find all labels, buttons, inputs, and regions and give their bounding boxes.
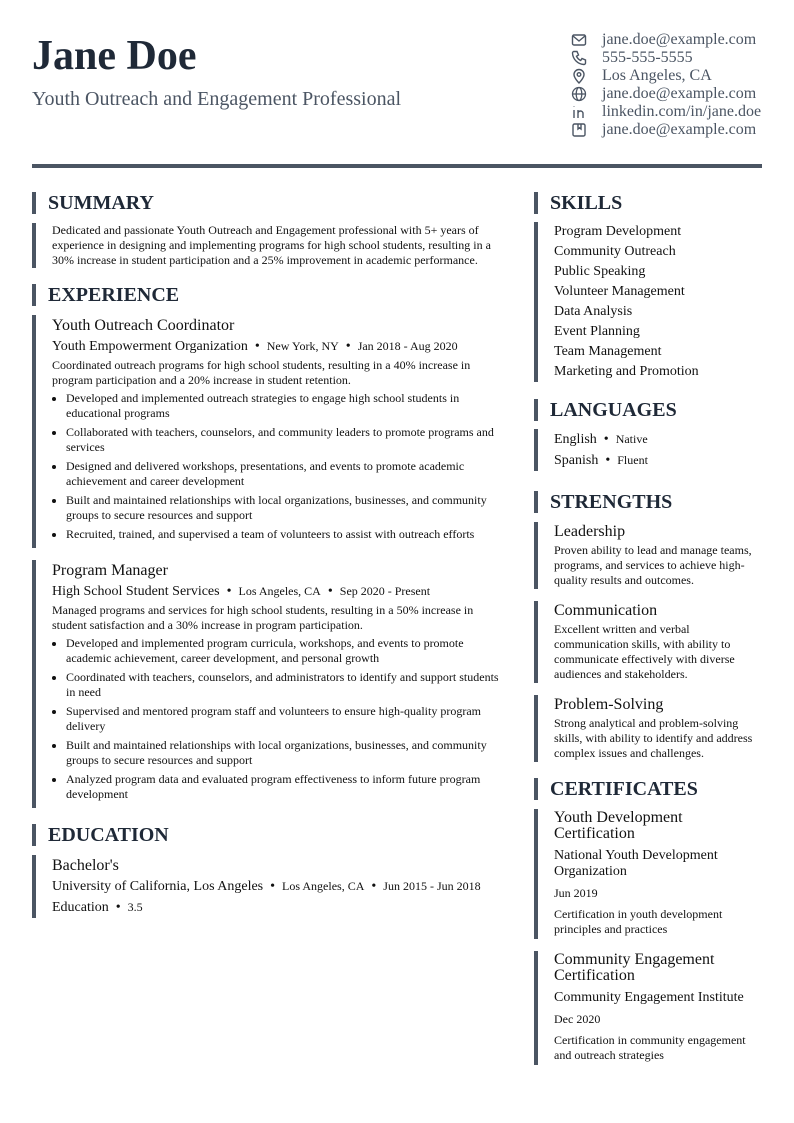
contact-linkedin[interactable] — [570, 103, 785, 121]
job-bullet: • Designed and delivered workshops, presentations, and events to promote academic achievement and career development — [66, 459, 502, 489]
candidate-title: Youth Outreach and Engagement Professional — [32, 88, 402, 110]
header-divider — [32, 164, 762, 168]
job-entry — [32, 560, 502, 808]
contact-list — [570, 31, 785, 139]
strength-description: Proven ability to lead and manage teams, programs, and services to achieve high-quality results and outcomes. — [554, 543, 752, 587]
job-bullet: • Collaborated with teachers, counselors, and community leaders to promote programs and services — [66, 425, 502, 455]
skill-item: Team Management — [554, 344, 662, 359]
education-degree: Bachelor's — [52, 857, 119, 874]
education-field: Education — [52, 900, 109, 915]
contact-text: 555-555-5555 — [602, 49, 693, 66]
certificate-title: Youth Development Certification — [554, 809, 683, 842]
skills-heading: SKILLS — [534, 192, 762, 214]
language-item: English • Native — [554, 432, 648, 447]
job-entry — [32, 315, 502, 548]
certificates-heading: CERTIFICATES — [534, 778, 762, 800]
contact-website[interactable] — [570, 85, 785, 103]
contact-email[interactable] — [570, 31, 785, 49]
job-bullets — [52, 391, 502, 542]
skill-item: Public Speaking — [554, 264, 646, 279]
skills-list — [534, 222, 762, 382]
languages-heading: LANGUAGES — [534, 399, 762, 421]
job-dates: Sep 2020 - Present — [339, 584, 431, 598]
certificate-org: National Youth Development Organization — [554, 848, 718, 879]
language-name: English — [554, 432, 597, 447]
strength-entry — [534, 601, 762, 683]
left-column — [32, 192, 502, 918]
job-bullet: • Built and maintained relationships with local organizations, businesses, and community groups to secure resources and support — [66, 738, 502, 768]
certificate-org: Community Engagement Institute — [554, 990, 744, 1005]
job-description: Managed programs and services for high school students, resulting in a 50% increase in student satisfaction and a 30% increase in program participation. — [52, 603, 474, 632]
contact-location — [570, 67, 785, 85]
job-bullets — [52, 636, 502, 802]
job-bullet: • Developed and implemented outreach strategies to engage high school students in educational programs — [66, 391, 502, 421]
language-level: Native — [615, 432, 648, 446]
education-school: University of California, Los Angeles — [52, 879, 264, 894]
job-dates: Jan 2018 - Aug 2020 — [357, 339, 458, 353]
education-dates: Jun 2015 - Jun 2018 — [383, 879, 481, 893]
strength-entry — [534, 695, 762, 762]
strength-title: Communication — [554, 602, 658, 619]
contact-text: jane.doe@example.com — [602, 85, 757, 102]
job-org: High School Student Services — [52, 584, 220, 599]
contact-text: Los Angeles, CA — [602, 67, 712, 84]
job-bullet: • Coordinated with teachers, counselors, and administrators to identify and support students in need — [66, 670, 502, 700]
strength-title: Problem-Solving — [554, 696, 664, 713]
strength-entry — [534, 522, 762, 589]
right-column — [534, 192, 762, 1065]
languages-list — [534, 429, 762, 471]
certificate-date: Jun 2019 — [554, 886, 598, 900]
bookmark-icon — [570, 122, 587, 139]
globe-icon — [570, 86, 587, 103]
language-name: Spanish — [554, 453, 599, 468]
education-entry — [32, 855, 502, 918]
candidate-name: Jane Doe — [32, 33, 197, 79]
job-description: Coordinated outreach programs for high school students, resulting in a 40% increase in program participation and a 20% increase in student retention. — [52, 358, 471, 387]
education-location: Los Angeles, CA — [282, 879, 365, 893]
location-icon — [570, 68, 587, 85]
linkedin-icon — [570, 104, 587, 121]
certificate-date: Dec 2020 — [554, 1012, 601, 1026]
skill-item: Event Planning — [554, 324, 640, 339]
job-bullet: • Supervised and mentored program staff and volunteers to ensure high-quality program delivery — [66, 704, 502, 734]
summary-text: Dedicated and passionate Youth Outreach and Engagement professional with 5+ years of experience in designing and implementing programs for high school students, resulting in a 30% increase in student participation and a 25% improvement in academic performance. — [32, 223, 502, 268]
job-bullet: • Developed and implemented program curricula, workshops, and events to promote academic achievement, career development, and personal growth — [66, 636, 502, 666]
job-location: New York, NY — [266, 339, 339, 353]
contact-text: linkedin.com/in/jane.doe — [602, 103, 762, 120]
education-heading: EDUCATION — [32, 824, 502, 846]
education-meta: University of California, Los Angeles • Los Angeles, CA • Jun 2015 - Jun 2018 — [52, 879, 481, 894]
job-title: Program Manager — [52, 562, 168, 579]
strength-description: Strong analytical and problem-solving skills, with ability to identify and address complex issues and challenges. — [554, 716, 753, 760]
strength-description: Excellent written and verbal communication skills, with ability to communicate effectively with diverse audiences and stakeholders. — [554, 622, 735, 681]
skill-item: Program Development — [554, 224, 682, 239]
skill-item: Community Outreach — [554, 244, 676, 259]
experience-heading: EXPERIENCE — [32, 284, 502, 306]
education-gpa: 3.5 — [127, 900, 143, 914]
job-bullet: • Analyzed program data and evaluated program effectiveness to inform future program development — [66, 772, 502, 802]
email-icon — [570, 32, 587, 49]
job-meta: High School Student Services • Los Angeles, CA • Sep 2020 - Present — [52, 584, 431, 599]
summary-heading: SUMMARY — [32, 192, 502, 214]
strength-title: Leadership — [554, 523, 626, 540]
skill-item: Volunteer Management — [554, 284, 685, 299]
strengths-heading: STRENGTHS — [534, 491, 762, 513]
contact-text: jane.doe@example.com — [602, 31, 757, 48]
phone-icon — [570, 50, 587, 67]
certificate-description: Certification in community engagement and outreach strategies — [554, 1033, 746, 1062]
job-title: Youth Outreach Coordinator — [52, 317, 235, 334]
certificate-entry — [534, 951, 762, 1065]
contact-portfolio[interactable] — [570, 121, 785, 139]
certificate-entry — [534, 809, 762, 939]
skill-item: Marketing and Promotion — [554, 364, 699, 379]
education-field-row: Education • 3.5 — [52, 900, 143, 915]
job-location: Los Angeles, CA — [238, 584, 321, 598]
skill-item: Data Analysis — [554, 304, 633, 319]
job-meta: Youth Empowerment Organization • New York, NY • Jan 2018 - Aug 2020 — [52, 339, 458, 354]
contact-phone[interactable] — [570, 49, 785, 67]
job-org: Youth Empowerment Organization — [52, 339, 248, 354]
certificate-description: Certification in youth development principles and practices — [554, 907, 723, 936]
contact-text: jane.doe@example.com — [602, 121, 757, 138]
certificate-title: Community Engagement Certification — [554, 951, 715, 984]
job-bullet: • Built and maintained relationships with local organizations, businesses, and community groups to secure resources and support — [66, 493, 502, 523]
job-bullet: • Recruited, trained, and supervised a team of volunteers to assist with outreach efforts — [66, 527, 502, 542]
language-item: Spanish • Fluent — [554, 453, 648, 468]
language-level: Fluent — [617, 453, 648, 467]
